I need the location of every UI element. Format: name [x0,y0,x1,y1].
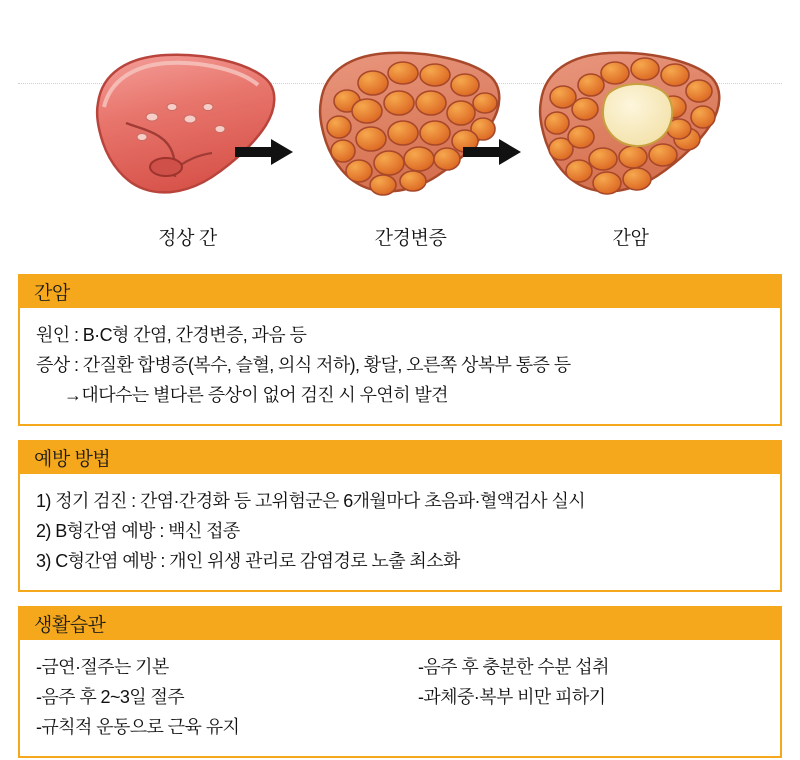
section-liver-cancer [18,274,782,426]
section-header-lifestyle [18,606,782,640]
arrow-right-icon-2 [461,137,523,167]
section-prevention [18,440,782,592]
section-line: 3) C형간염 예방 : 개인 위생 관리로 감염경로 노출 최소화 [36,551,460,571]
section-line: -금연·절주는 기본 [36,657,169,677]
section-body-prevention [18,474,782,592]
section-line: 원인 : B·C형 간염, 간경변증, 과음 등 [36,325,307,345]
section-body-liver-cancer [18,308,782,426]
liver-progression-illustration [18,45,782,260]
section-title: 생활습관 [34,614,106,636]
section-header-liver-cancer [18,274,782,308]
section-title: 간암 [34,282,70,304]
section-line: →대다수는 별다른 증상이 없어 검진 시 우연히 발견 [64,385,448,405]
section-header-prevention [18,440,782,474]
section-line: 1) 정기 검진 : 간염·간경화 등 고위험군은 6개월마다 초음파·혈액검사 실시 [36,491,586,511]
section-line: -과체중·복부 비만 피하기 [418,687,606,707]
normal-liver-icon [80,45,295,220]
section-body-lifestyle [18,640,782,758]
cirrhosis-liver-illustration [303,45,518,220]
lifestyle-column-left [36,652,400,742]
section-title: 예방 방법 [34,448,111,470]
liver-cancer-illustration [523,45,738,220]
section-line: -음주 후 충분한 수분 섭취 [418,657,609,677]
stage-caption-cancer: 간암 [612,228,649,249]
normal-liver-illustration [80,45,295,220]
cirrhosis-liver-icon [303,45,518,220]
lifestyle-columns [36,652,764,742]
section-line: -음주 후 2~3일 절주 [36,687,185,707]
lifestyle-column-right [400,652,782,742]
section-line: 증상 : 간질환 합병증(복수, 슬혈, 의식 저하), 황달, 오른쪽 상복부 통증 등 [36,355,571,375]
stage-caption-cirrhosis: 간경변증 [374,228,447,249]
liver-cancer-icon [523,45,738,220]
infographic-page [0,45,800,760]
section-line: 2) B형간염 예방 : 백신 접종 [36,521,240,541]
stage-caption-normal: 정상 간 [158,228,217,249]
section-line: -규칙적 운동으로 근육 유지 [36,717,240,737]
arrow-right-icon-1 [233,137,295,167]
section-lifestyle [18,606,782,758]
